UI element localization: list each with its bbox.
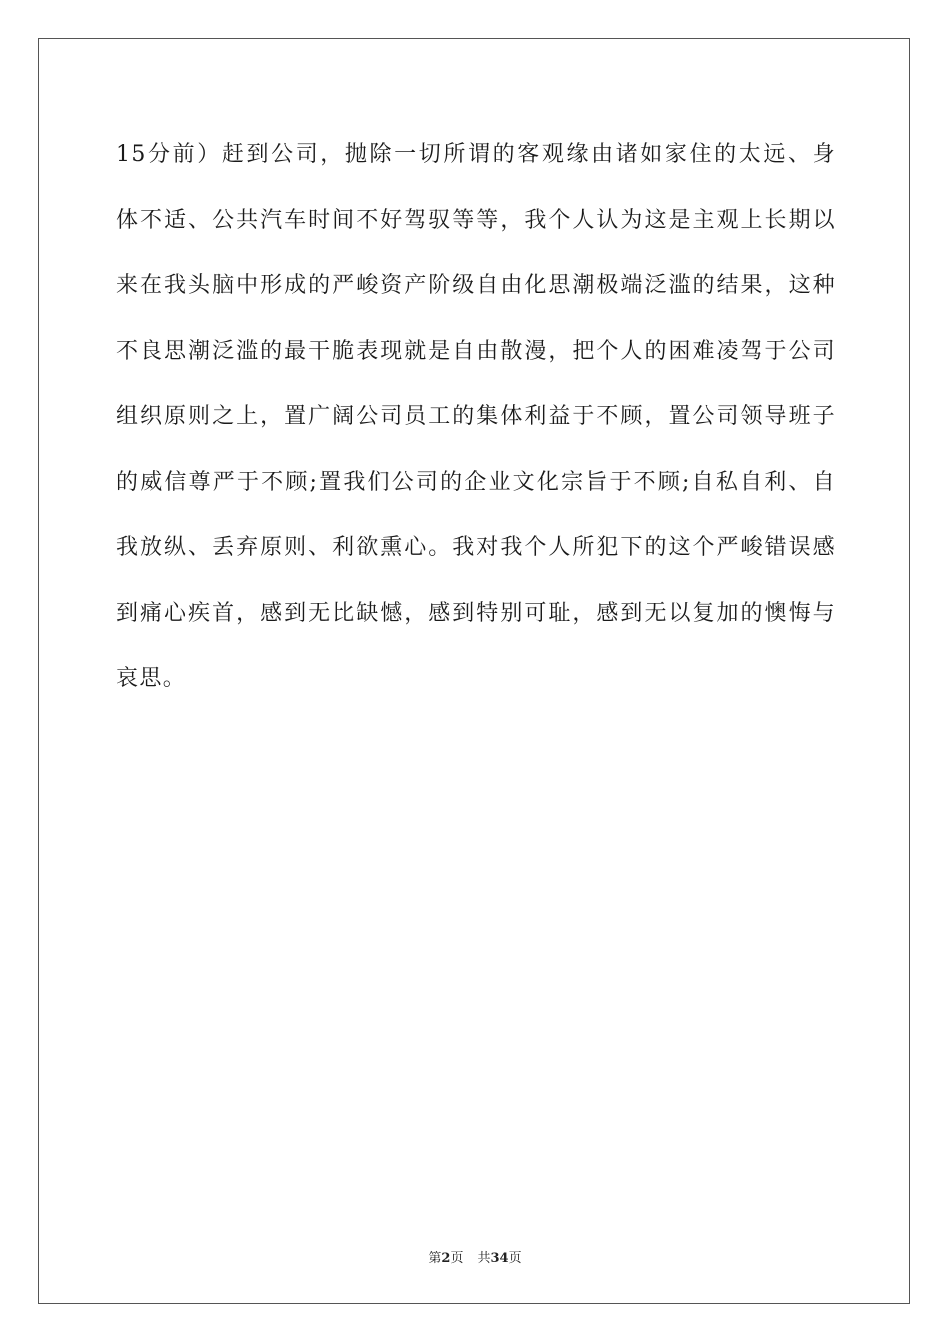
page-suffix: 页 <box>450 1251 464 1266</box>
text-line-9: 哀思。 <box>116 666 187 691</box>
total-pages: 34 <box>490 1251 509 1266</box>
text-line-6: 的威信尊严于不顾;置我们公司的企业文化宗旨于不顾;自私自利、自 <box>116 469 836 495</box>
text-line-5: 组织原则之上，置广阔公司员工的集体利益于不顾，置公司领导班子 <box>116 404 836 429</box>
body-text <box>116 122 836 712</box>
text-line-7: 我放纵、丢弃原则、利欲熏心。我对我个人所犯下的这个严峻错误感 <box>116 535 836 560</box>
text-line-1: 15分前）赶到公司，抛除一切所谓的客观缘由诸如家住的太远、身 <box>116 142 836 167</box>
page-number: 2 <box>441 1251 451 1266</box>
text-line-8: 到痛心疾首，感到无比缺憾，感到特别可耻，感到无以复加的懊悔与 <box>116 600 836 626</box>
text-line-2: 体不适、公共汽车时间不好驾驭等等，我个人认为这是主观上长期以 <box>116 207 836 233</box>
total-suffix: 页 <box>508 1251 522 1266</box>
page-prefix: 第 <box>428 1251 442 1266</box>
total-prefix: 共 <box>477 1251 491 1266</box>
page-footer <box>0 1247 950 1266</box>
text-line-3: 来在我头脑中形成的严峻资产阶级自由化思潮极端泛滥的结果，这种 <box>116 273 836 298</box>
text-line-4: 不良思潮泛滥的最干脆表现就是自由散漫，把个人的困难凌驾于公司 <box>116 338 836 364</box>
